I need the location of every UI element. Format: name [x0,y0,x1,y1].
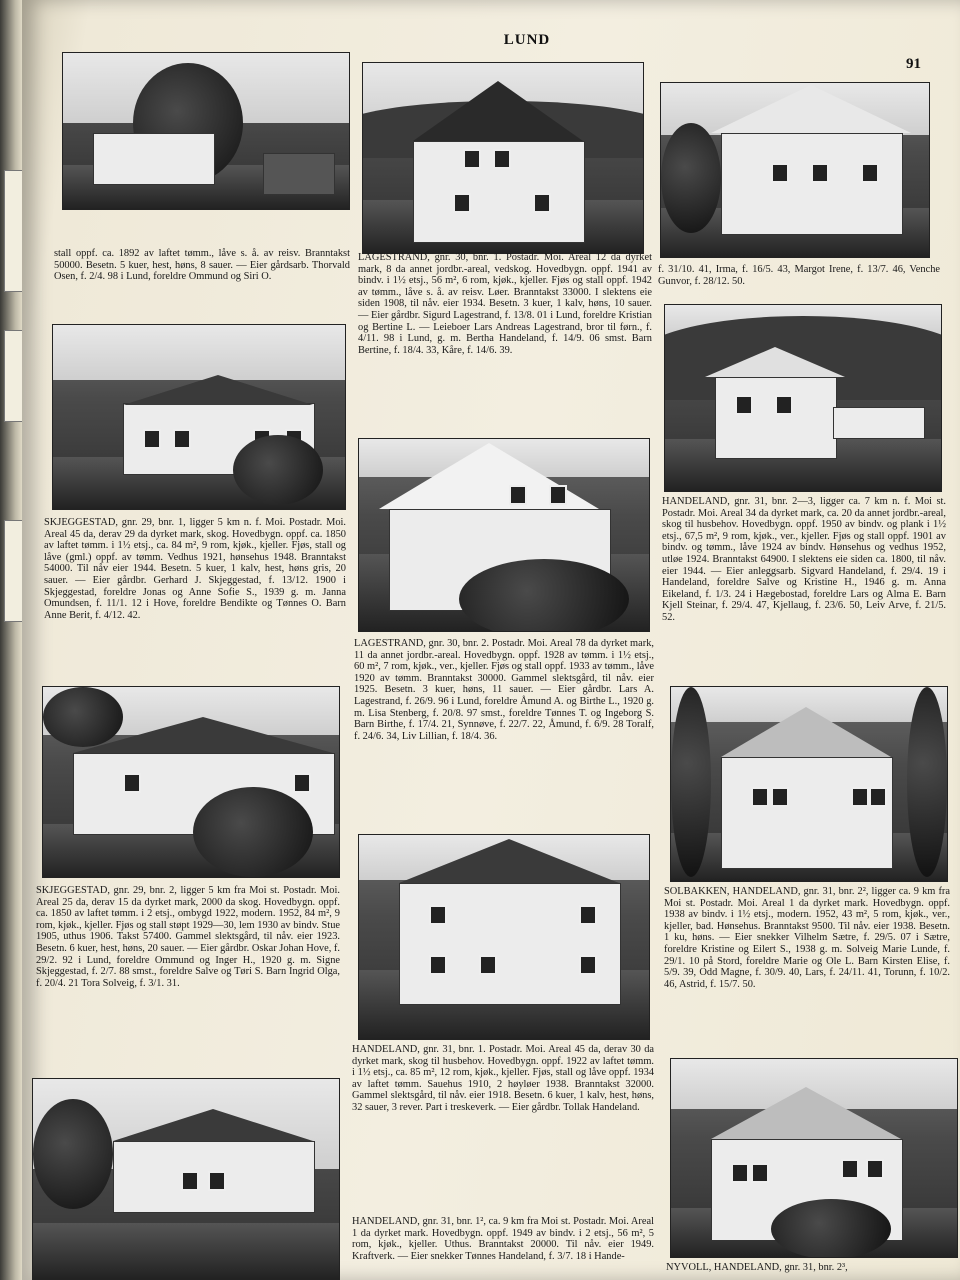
entry-text: LAGESTRAND, gnr. 30, bnr. 2. Postadr. Moi. Areal 78 da dyrket mark, 11 da annet jordbr.-areal. Hovedbygn. oppf. 1928 av tømm. i 1½ etsj., 60 m², 7 rom, kjøk., ver., kjeller. Fjøs og stall oppf. 1933 av tømm., låve 1920 av tømm. Branntakst 30000. Gammel slektsgård, til nåv. eier 1925. Besetn. 3 kuer, høns, 11 sauer. — Eier gårdbr. Lars A. Lagestrand, f. 26/9. 96 i Lund, foreldre Åmund A. og Birthe L., 1920 g. m. Lisa Stenberg, f. 20/8. 97 smst., foreldre Tønnes T. og Ingeborg S. Barn Birthe, f. 17/4. 21, Synnøve, f. 22/7. 22, Åmund, f. 6/9. 28 Toralf, f. 24/6. 34, Liv Lillian, f. 18/4. 36. [354,638,654,742]
entry-text: HANDELAND, gnr. 31, bnr. 1. Postadr. Moi. Areal 45 da, derav 30 da dyrket mark, skog til husbehov. Hovedbygn. oppf. 1922 av laftet tømm. i 1½ etsj., ca. 85 m², 12 rom, kjøk., kjeller. Fjøs, stall og låve oppf. 1934 av laftet tømm. Sauehus 1910, 2 høyløer 1938. Branntakst 32000. Gammel slektsgård, til nåv. eier 1918. Besetn. 6 kuer, 1 kalv, hest, høns, 32 sauer, 3 rever. Part i treskeverk. — Eier gårdbr. Tollak Handeland. [352,1044,654,1113]
entry-text: stall oppf. ca. 1892 av laftet tømm., låve s. å. av reisv. Branntakst 50000. Besetn. 5 kuer, hest, høns, 8 sauer. — Eier gårdsarb. Thorvald Osen, f. 2/4. 98 i Lund, foreldre Ommund og Siri O. [54,248,350,283]
entry-text: LAGESTRAND, gnr. 30, bnr. 1. Postadr. Moi. Areal 12 da dyrket mark, 8 da annet jordbr.-areal, vedskog. Hovedbygn. oppf. 1941 av bindv. i 1½ etsj., 56 m², 6 rom, kjøk., kjeller. Fjøs og stall oppf. 1942 av tømm., låve s. å. av reisv. Løer. Branntakst 33000. I slektens eie siden 1908, til nåv. eier 1934. Besetn. 3 kuer, 1 kalv, høns, 10 sauer. — Eier gårdbr. Sigurd Lagestrand, f. 13/8. 01 i Lund, foreldre Kristian og Bertine L. — Leieboer Lars Andreas Lagestrand, bror til førn., f. 4/11. 98 i Lund, g. m. Bertha Handeland, f. 14/9. 06 smst. Barn Bertine, f. 18/4. 33, Kåre, f. 14/6. 39. [358,252,652,356]
entry-text: HANDELAND, gnr. 31, bnr. 2—3, ligger ca. 7 km n. f. Moi st. Postadr. Moi. Areal 34 da dyrket mark, ca. 20 da annet jordbr.-areal, skog til husbehov. Hovedbygn. oppf. 1950 av bindv. og plank i 1½ etsj., 67,5 m², 9 rom, kjøk., ver., kjeller. Fjøs og stall oppf. 1901 av bindv. og tømm., låve 1924 av bindv. Hønsehus og vedhus 1952, utløe 1924. Branntakst 64900. I slektens eie siden ca. 1800, til nåv. eier 1944. — Eier anleggsarb. Sigvard Handeland, f. 29/4. 19 i Handeland, foreldre Salve og Kristine H., 1946 g. m. Anna Eikeland, f. 1/3. 24 i Hægebostad, foreldre Lars og Alma E. Barn Kjell Steinar, f. 29/4. 47, Kjellaug, f. 23/6. 50, Leiv Arve, f. 21/5. 52. [662,496,946,623]
photo-handeland-1 [358,834,650,1040]
entry-text: SKJEGGESTAD, gnr. 29, bnr. 1, ligger 5 km n. f. Moi. Postadr. Moi. Areal 45 da, derav 29 da dyrket mark, skog. Hovedbygn. oppf. ca. 1850 av laftet tømm. i 1½ etsj., ca. 84 m², 9 rom, kjøk., kjeller. Fjøs, stall og låve (gml.) oppf. av tømm. Vedhus 1921, hønsehus 1948. Branntakst 54000. Til nåv eier 1944. Besetn. 5 kuer, 1 kalv, hest, høns gris, 20 sauer. — Eier gårdbr. Gerhard J. Skjeggestad, f. 13/12. 1900 i Skjeggestad, foreldre Jonas og Anne Sofie S., 1939 g. m. Janna Omundsen, f. 11/1. 12 i Hove, foreldre Bendikte og Tønnes O. Barn Anne Berit, f. 4/12. 42. [44,517,346,621]
photo-skjeggestad-2 [42,686,340,878]
book-page [22,0,960,1280]
photo-skjeggestad-1 [52,324,346,510]
entry-text: SOLBAKKEN, HANDELAND, gnr. 31, bnr. 2², ligger ca. 9 km fra Moi st. Postadr. Moi. Areal 1 da dyrket mark. Hovedbygn. oppf. 1938 av bindv. i 1½ etsj., modern. 1952, 43 m², 5 rom, kjøk., ver., kjeller, bad. Hønsehus. Branntakst 9500. Til nåv. eier 1938. Besetn. 1 ku, høns. — Eier snekker Vilhelm Sætre, f. 29/5. 07 i Sætre, foreldre Kristine og Eilert S., 1938 g. m. Solveig Marie Lunde, f. 29/1. 10 på Stord, foreldre Marie og Ole L. Barn Kirsten Elise, f. 5/9. 39, Odd Magne, f. 30/9. 40, Lars, f. 24/11. 41, Torunn, f. 10/2. 46, Astrid, f. 15/7. 50. [664,886,950,990]
photo-farmhouse-bottom-left [32,1078,340,1280]
photo-lagestrand-1 [362,62,644,254]
entry-text: SKJEGGESTAD, gnr. 29, bnr. 2, ligger 5 km fra Moi st. Postadr. Moi. Areal 25 da, derav 15 da dyrket mark, 2000 da skog. Hovedbygn. oppf. ca. 1850 av laftet tømm. i 2 etsj., ombygd 1922, modern. 1952, 84 m², 9 rom, kjøk., kjeller. Fjøs og stall støpt 1929—30, lem 1930 av bindv. Stue 1905, uthus 1906. Takst 57400. Gammel slektsgård, til nåv. eier 1923. Besetn. 6 kuer, hest, høns, 20 sauer. — Eier gårdbr. Oskar Johan Hove, f. 29/2. 92 i Lund, foreldre Ommund og Inger H., 1920 g. m. Signe Skjeggestad, f. 2/7. 88 smst., foreldre Salve og Tøri S. Barn Ingrid Olga, f. 20/4. 21 Tora Solveig, f. 3/1. 31. [36,885,340,989]
running-head: LUND [503,32,551,48]
entry-text: HANDELAND, gnr. 31, bnr. 1², ca. 9 km fra Moi st. Postadr. Moi. Areal 1 da dyrket mark. Hovedbygn. oppf. 1949 av bindv. i 2 etsj., 56 m², 5 rom, kjøk., kjeller. Uthus. Branntakst 20000. Til nåv. eier 1949. Kraftverk. — Eier snekker Tønnes Handeland, f. 3/7. 18 i Hande- [352,1216,654,1262]
photo-farmhouse-osen [62,52,350,210]
photo-farmhouse-top-right [660,82,930,258]
entry-text: NYVOLL, HANDELAND, gnr. 31, bnr. 2³, [666,1262,848,1273]
photo-handeland-2 [664,304,942,492]
photo-solbakken [670,686,948,882]
page-number: 91 [906,56,921,72]
photo-nyvoll [670,1058,958,1258]
entry-text: f. 31/10. 41, Irma, f. 16/5. 43, Margot Irene, f. 13/7. 46, Venche Gunvor, f. 28/12. 50. [658,264,940,287]
photo-lagestrand-2 [358,438,650,632]
